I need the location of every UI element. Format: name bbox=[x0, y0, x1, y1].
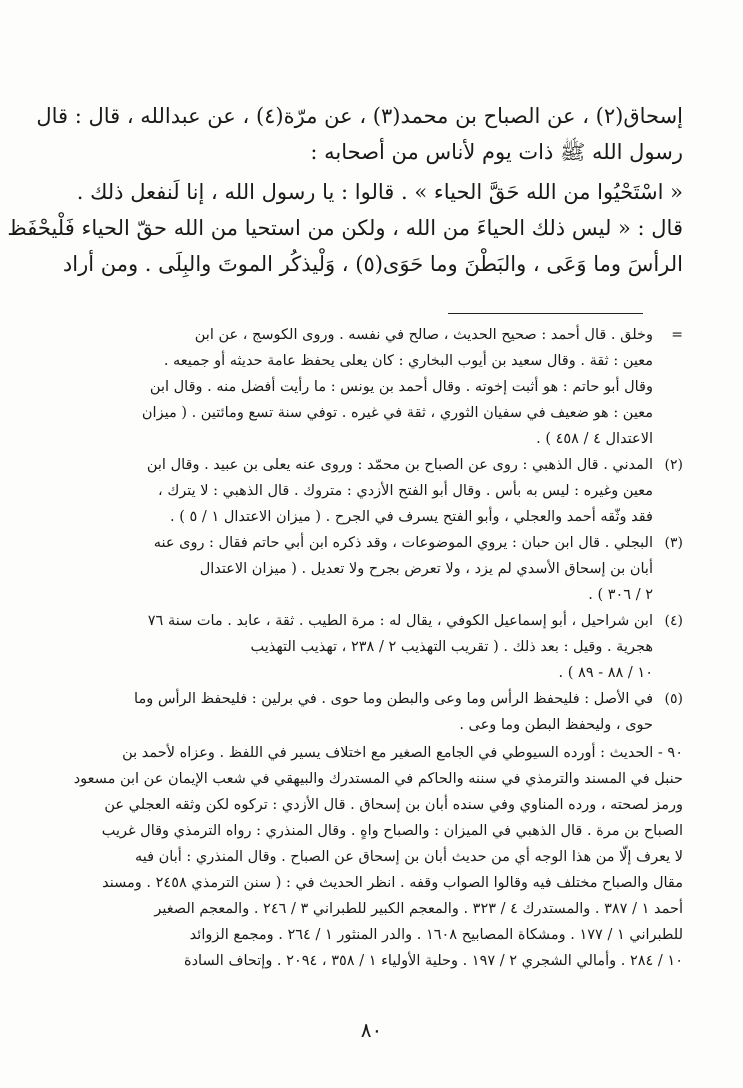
hadith-line: ٩٠ - الحديث : أورده السيوطي في الجامع الصغير مع اختلاف يسير في اللفظ . وعزاه لأحمد بن bbox=[122, 745, 683, 761]
footnote-line: ٢ / ٣٠٦ ) . bbox=[588, 587, 653, 603]
footnotes bbox=[72, 322, 683, 974]
footnote-line: في الأصل : فليحفظ الرأس وما وعى والبطن وما حوى . في برلين : فليحفظ الرأس وما bbox=[134, 691, 653, 707]
footnote-line: معين وغيره : ليس به بأس . وقال أبو الفتح الأزدي : متروك . قال الذهبي : لا يترك ، bbox=[158, 483, 653, 499]
footnote-line: وقال أبو حاتم : هو أثبت إخوته . وقال أحمد بن يونس : ما رأيت أفضل منه . وقال ابن bbox=[149, 379, 653, 395]
main-line: إسحاق(٢) ، عن الصباح بن محمد(٣) ، عن مرّة(٤) ، عن عبدالله ، قال : قال bbox=[36, 104, 683, 128]
footnote-line: البجلي . قال ابن حبان : يروي الموضوعات ، وقد ذكره ابن أبي حاتم فقال : روى عنه bbox=[153, 535, 653, 551]
footnote-4 bbox=[72, 608, 683, 686]
footnote-line: حوى ، وليحفظ البطن وما وعى . bbox=[459, 717, 653, 733]
hadith-line: أحمد ١ / ٣٨٧ . والمستدرك ٤ / ٣٢٣ . والمعجم الكبير للطبراني ٣ / ٢٤٦ . والمعجم الصغير bbox=[154, 901, 683, 917]
main-line: « اسْتَحْيُوا من الله حَقَّ الحياء » . قالوا : يا رسول الله ، إنا لَنفعل ذلك . bbox=[76, 180, 683, 204]
footnote-continuation bbox=[72, 322, 683, 452]
footnote-line: فقد وثّقه أحمد والعجلي ، وأبو الفتح يسرف في الجرح . ( ميزان الاعتدال ١ / ٥ ) . bbox=[170, 509, 653, 525]
footnote-separator bbox=[448, 313, 643, 314]
hadith-line: مقال والصباح مختلف فيه وقالوا الصواب وقفه . انظر الحديث في : ( سنن الترمذي ٢٤٥٨ . ومسند bbox=[102, 875, 683, 891]
footnote-number: (٢) bbox=[664, 457, 683, 473]
hadith-line: الصباح بن مرة . قال الذهبي في الميزان : والصباح واهٍ . وقال المنذري : رواه الترمذي وقال غريب bbox=[101, 823, 683, 839]
page-number: ٨٠ bbox=[360, 1018, 383, 1042]
footnote-number: (٤) bbox=[664, 613, 683, 629]
hadith-line: ورمز لصحته ، ورده المناوي وفي سنده أبان بن إسحاق . قال الأزدي : تركوه لكن وثقه العجلي عن bbox=[104, 797, 683, 813]
footnote-marker: = bbox=[671, 327, 683, 343]
footnote-line: هجرية . وقيل : بعد ذلك . ( تقريب التهذيب ٢ / ٢٣٨ ، تهذيب التهذيب bbox=[250, 639, 653, 655]
footnote-5 bbox=[72, 686, 683, 738]
footnote-number: (٥) bbox=[664, 691, 683, 707]
footnote-line: أبان بن إسحاق الأسدي لم يزد ، ولا تعرض بجرح ولا تعديل . ( ميزان الاعتدال bbox=[199, 561, 653, 577]
footnote-line: وخلق . قال أحمد : صحيح الحديث ، صالح في نفسه . وروى الكوسج ، عن ابن bbox=[194, 327, 653, 343]
hadith-line: للطبراني ١ / ١٧٧ . ومشكاة المصابيح ١٦٠٨ . والدر المنثور ١ / ٢٦٤ . ومجمع الزوائد bbox=[189, 927, 683, 943]
main-text bbox=[7, 98, 683, 282]
main-line: قال : « ليس ذلك الحياءَ من الله ، ولكن من استحيا من الله حقّ الحياء فَلْيحْفَظ bbox=[7, 216, 683, 240]
footnote-2 bbox=[72, 452, 683, 530]
main-line: الرأسَ وما وَعَى ، والبَطْنَ وما حَوَى(٥) ، وَلْيذكُر الموتَ والبِلَى . ومن أراد bbox=[62, 252, 683, 276]
footnote-line: المدني . قال الذهبي : روى عن الصباح بن محمّد : وروى عنه يعلى بن عبيد . وقال ابن bbox=[146, 457, 653, 473]
footnote-line: ابن شراحيل ، أبو إسماعيل الكوفي ، يقال له : مرة الطيب . ثقة ، عابد . مات سنة ٧٦ bbox=[147, 613, 653, 629]
hadith-line: لا يعرف إلّا من هذا الوجه أي من حديث أبان بن إسحاق عن الصباح . وقال المنذري : أبان فيه bbox=[134, 849, 683, 865]
hadith-line: حنبل في المسند والترمذي في سننه والحاكم في المستدرك والبيهقي في شعب الإيمان عن ابن مسعود bbox=[73, 771, 683, 787]
footnote-line: معين : هو ضعيف في سفيان الثوري ، ثقة في غيره . توفي سنة تسع ومائتين . ( ميزان bbox=[141, 405, 653, 421]
footnote-line: ١٠ / ٨٨ - ٨٩ ) . bbox=[558, 665, 653, 681]
footnote-number: (٣) bbox=[664, 535, 683, 551]
footnote-line: معين : ثقة . وقال سعيد بن أيوب البخاري : كان يعلى يحفظ عامة حديثه أو جميعه . bbox=[163, 353, 653, 369]
footnote-line: الاعتدال ٤ / ٤٥٨ ) . bbox=[536, 431, 653, 447]
footnote-3 bbox=[72, 530, 683, 608]
main-line: رسول الله ﷺ ذات يوم لأناس من أصحابه : bbox=[310, 140, 683, 164]
hadith-note bbox=[72, 740, 683, 974]
hadith-line: ١٠ / ٢٨٤ . وأمالي الشجري ٢ / ١٩٧ . وحلية الأولياء ١ / ٣٥٨ ، ٢٠٩٤ . وإتحاف السادة bbox=[183, 953, 683, 969]
